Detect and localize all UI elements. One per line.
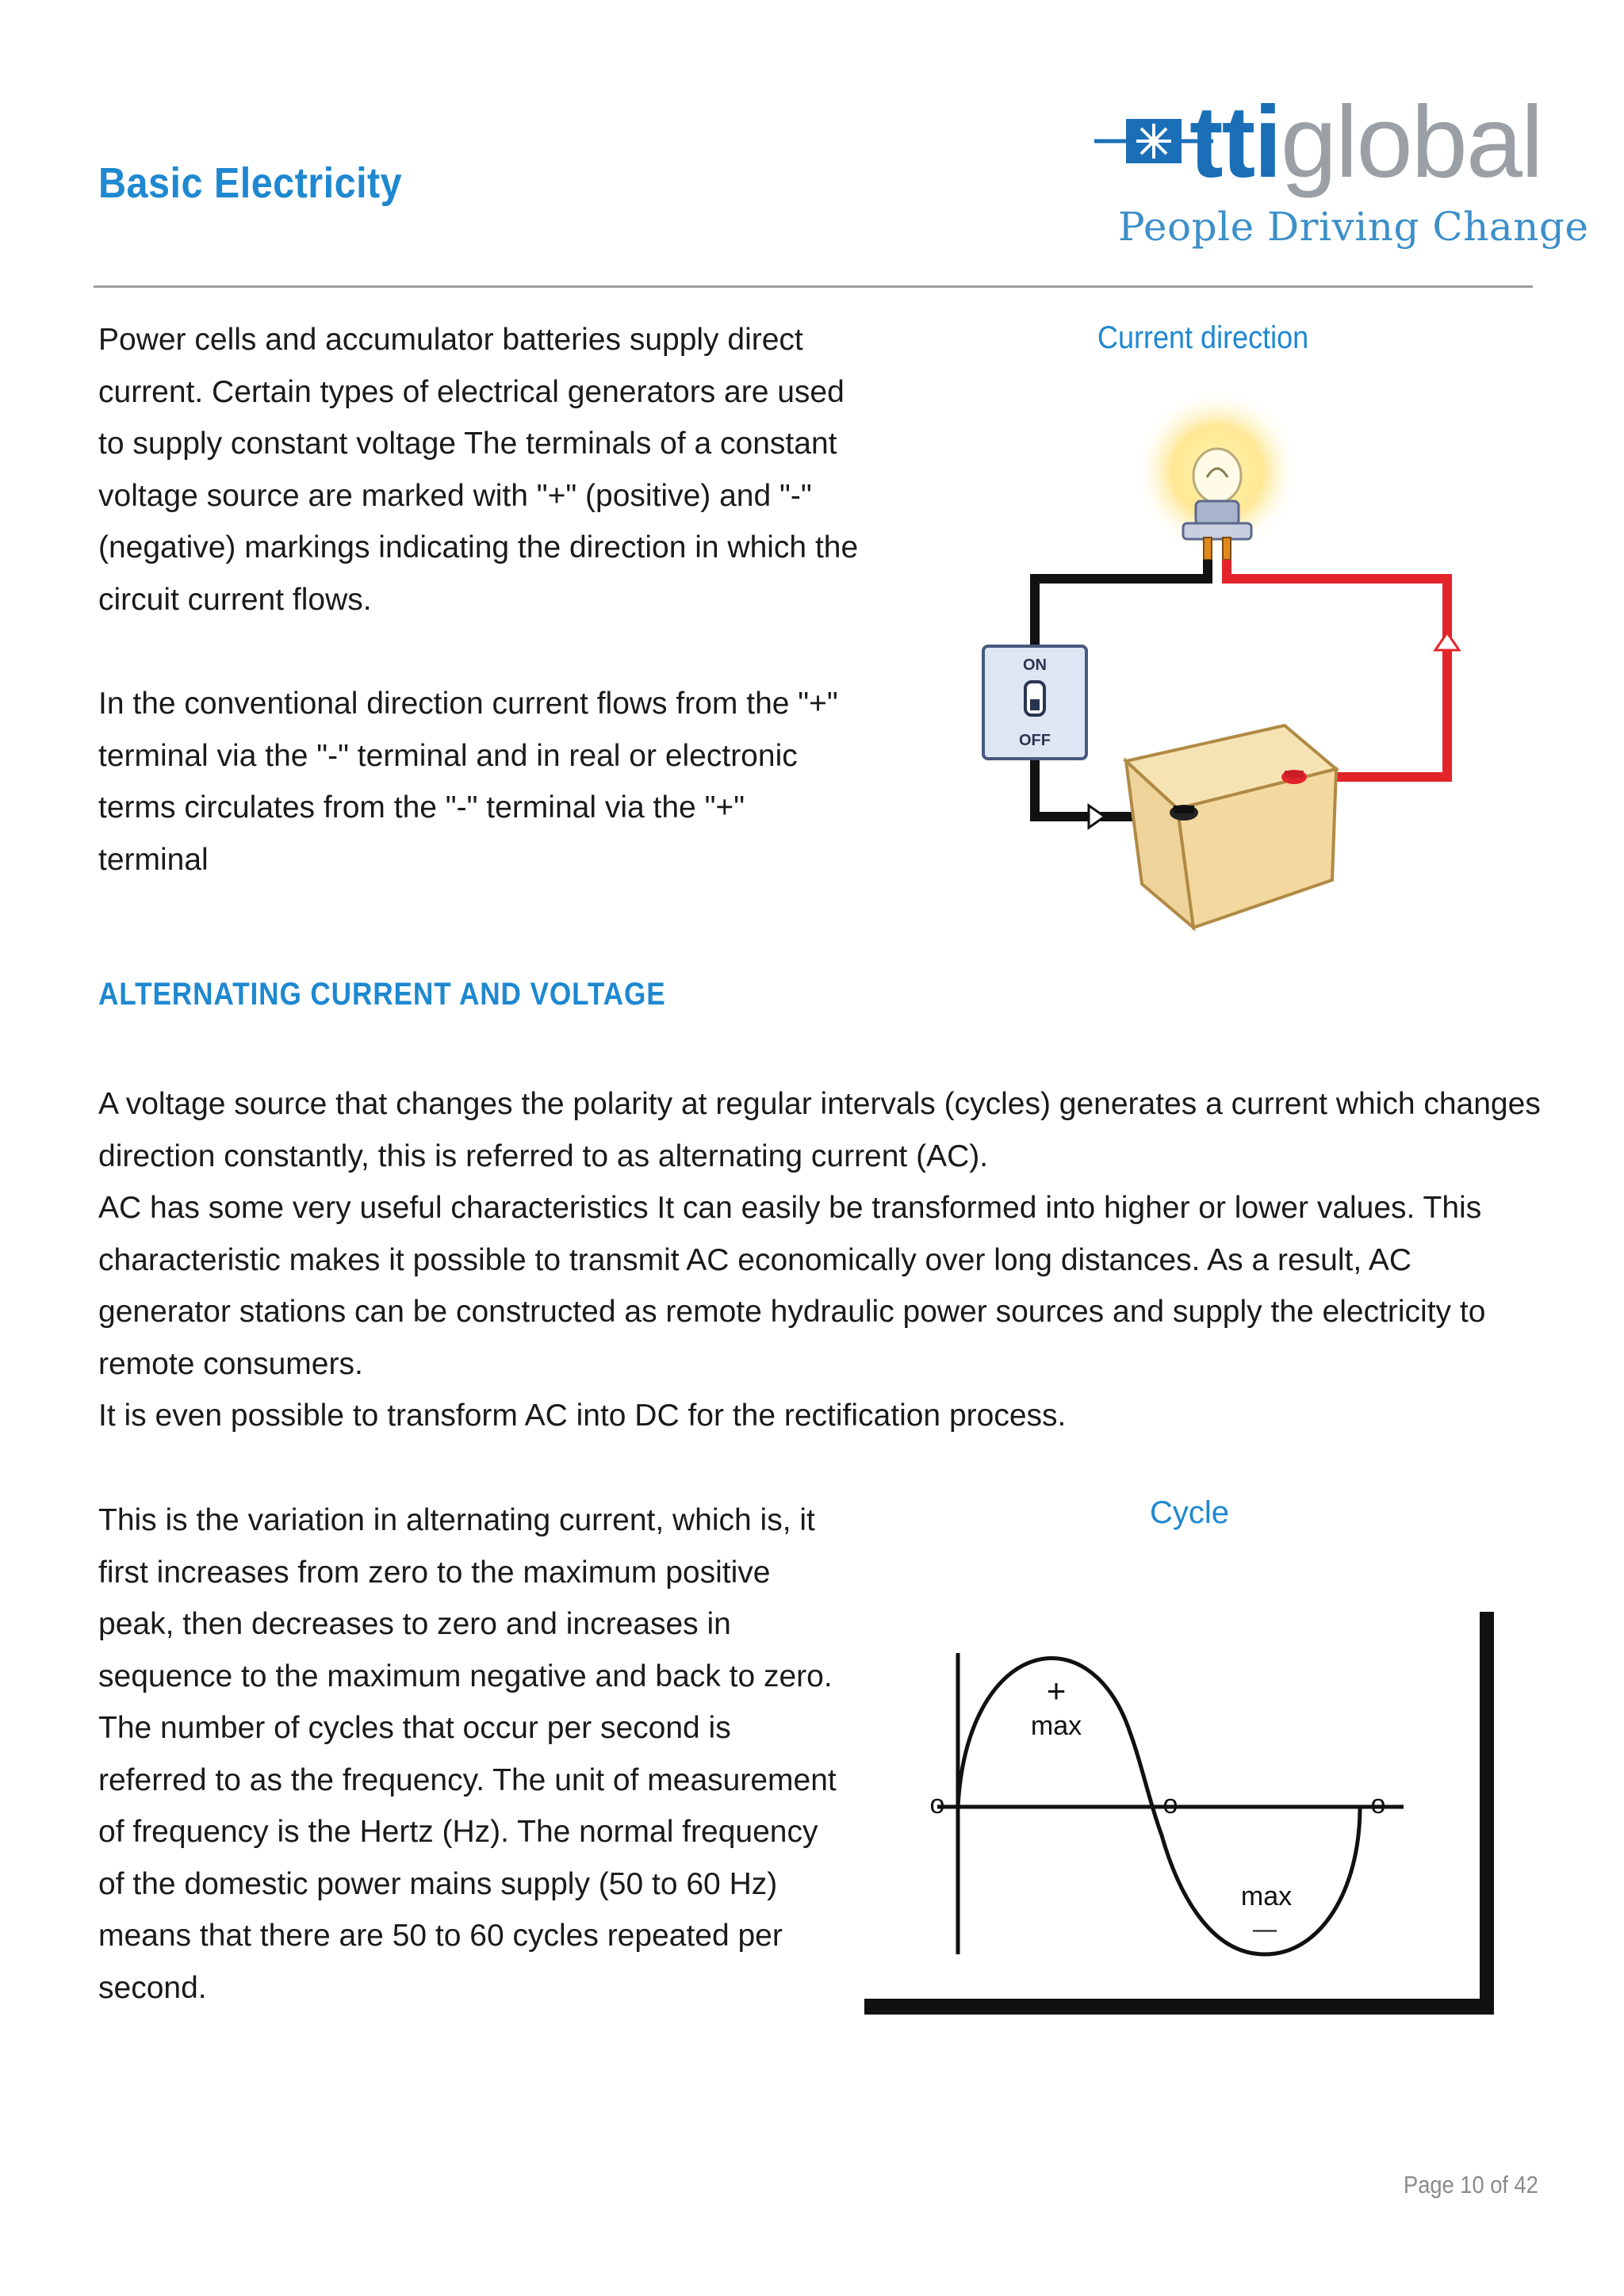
logo-global: global <box>1280 86 1542 199</box>
logo-tti: tti <box>1189 86 1281 199</box>
zero-marker-end: o <box>1370 1789 1386 1820</box>
page-title: Basic Electricity <box>98 159 403 207</box>
switch-off-label: OFF <box>1019 732 1051 749</box>
on-off-switch <box>983 646 1086 759</box>
cycle-paragraph: This is the variation in alternating current, which is, it first increases from zero to the maximum positive peak, then decreases to zero and increases in sequence to the maximum negative and back to zero. The number of cycles that occur per second is referred to as the frequency. The unit of measurement of frequency is the Hertz (Hz). The normal frequency of the domestic power mains supply (50 to 60 Hz) means that there are 50 to 60 cycles repeated per second. <box>98 1503 837 2005</box>
zero-marker-start: o <box>929 1789 945 1820</box>
zero-marker-mid: o <box>1162 1789 1178 1820</box>
ac-paragraph-2: AC has some very useful characteristics It can easily be transformed into higher or lower values. This characteristic makes it possible to transmit AC economically over long distances. As a result, AC generator stations can be constructed as remote hydraulic power sources and supply the electricity to remote consumers. <box>98 1191 1486 1381</box>
negative-sign: — <box>1253 1916 1277 1942</box>
dc-paragraph-2: In the conventional direction current flows from the "+" terminal via the "-" terminal and in real or electronic terms circulates from the "-" terminal via the "+" terminal <box>98 687 838 877</box>
cycle-caption: Cycle <box>1150 1495 1230 1530</box>
dc-paragraph-1: Power cells and accumulator batteries supply direct current. Certain types of electrical generators are used to supply constant voltage The terminals of a constant voltage source are marked with "+" (positive) and "-" (negative) markings indicating the direction in which the circuit current flows. <box>98 323 859 617</box>
ac-cycle-diagram <box>860 1605 1495 2018</box>
tti-global-logo <box>1094 83 1589 258</box>
max-positive-label: max <box>1030 1711 1082 1741</box>
ac-paragraph-3: It is even possible to transform AC into DC for the rectification process. <box>98 1399 1067 1433</box>
page-number: Page 10 of 42 <box>1404 2171 1538 2198</box>
header-divider <box>94 285 1533 288</box>
current-arrow-black <box>1089 806 1105 828</box>
current-arrow-red <box>1435 633 1459 650</box>
current-direction-diagram <box>975 388 1475 936</box>
ac-description <box>98 1078 1549 1442</box>
positive-sign: + <box>1046 1672 1067 1709</box>
switch-on-label: ON <box>1023 656 1047 674</box>
logo-wordmark <box>1189 83 1542 202</box>
current-direction-caption: Current direction <box>1097 320 1309 355</box>
logo-tagline: People Driving Change <box>1118 204 1589 250</box>
ac-paragraph-1: A voltage source that changes the polarity at regular intervals (cycles) generates a current which changes direction constantly, this is referred to as alternating current (AC). <box>98 1087 1541 1173</box>
ac-section-heading: ALTERNATING CURRENT AND VOLTAGE <box>98 977 666 1012</box>
max-negative-label: max <box>1240 1881 1293 1911</box>
battery-icon <box>1126 725 1336 928</box>
